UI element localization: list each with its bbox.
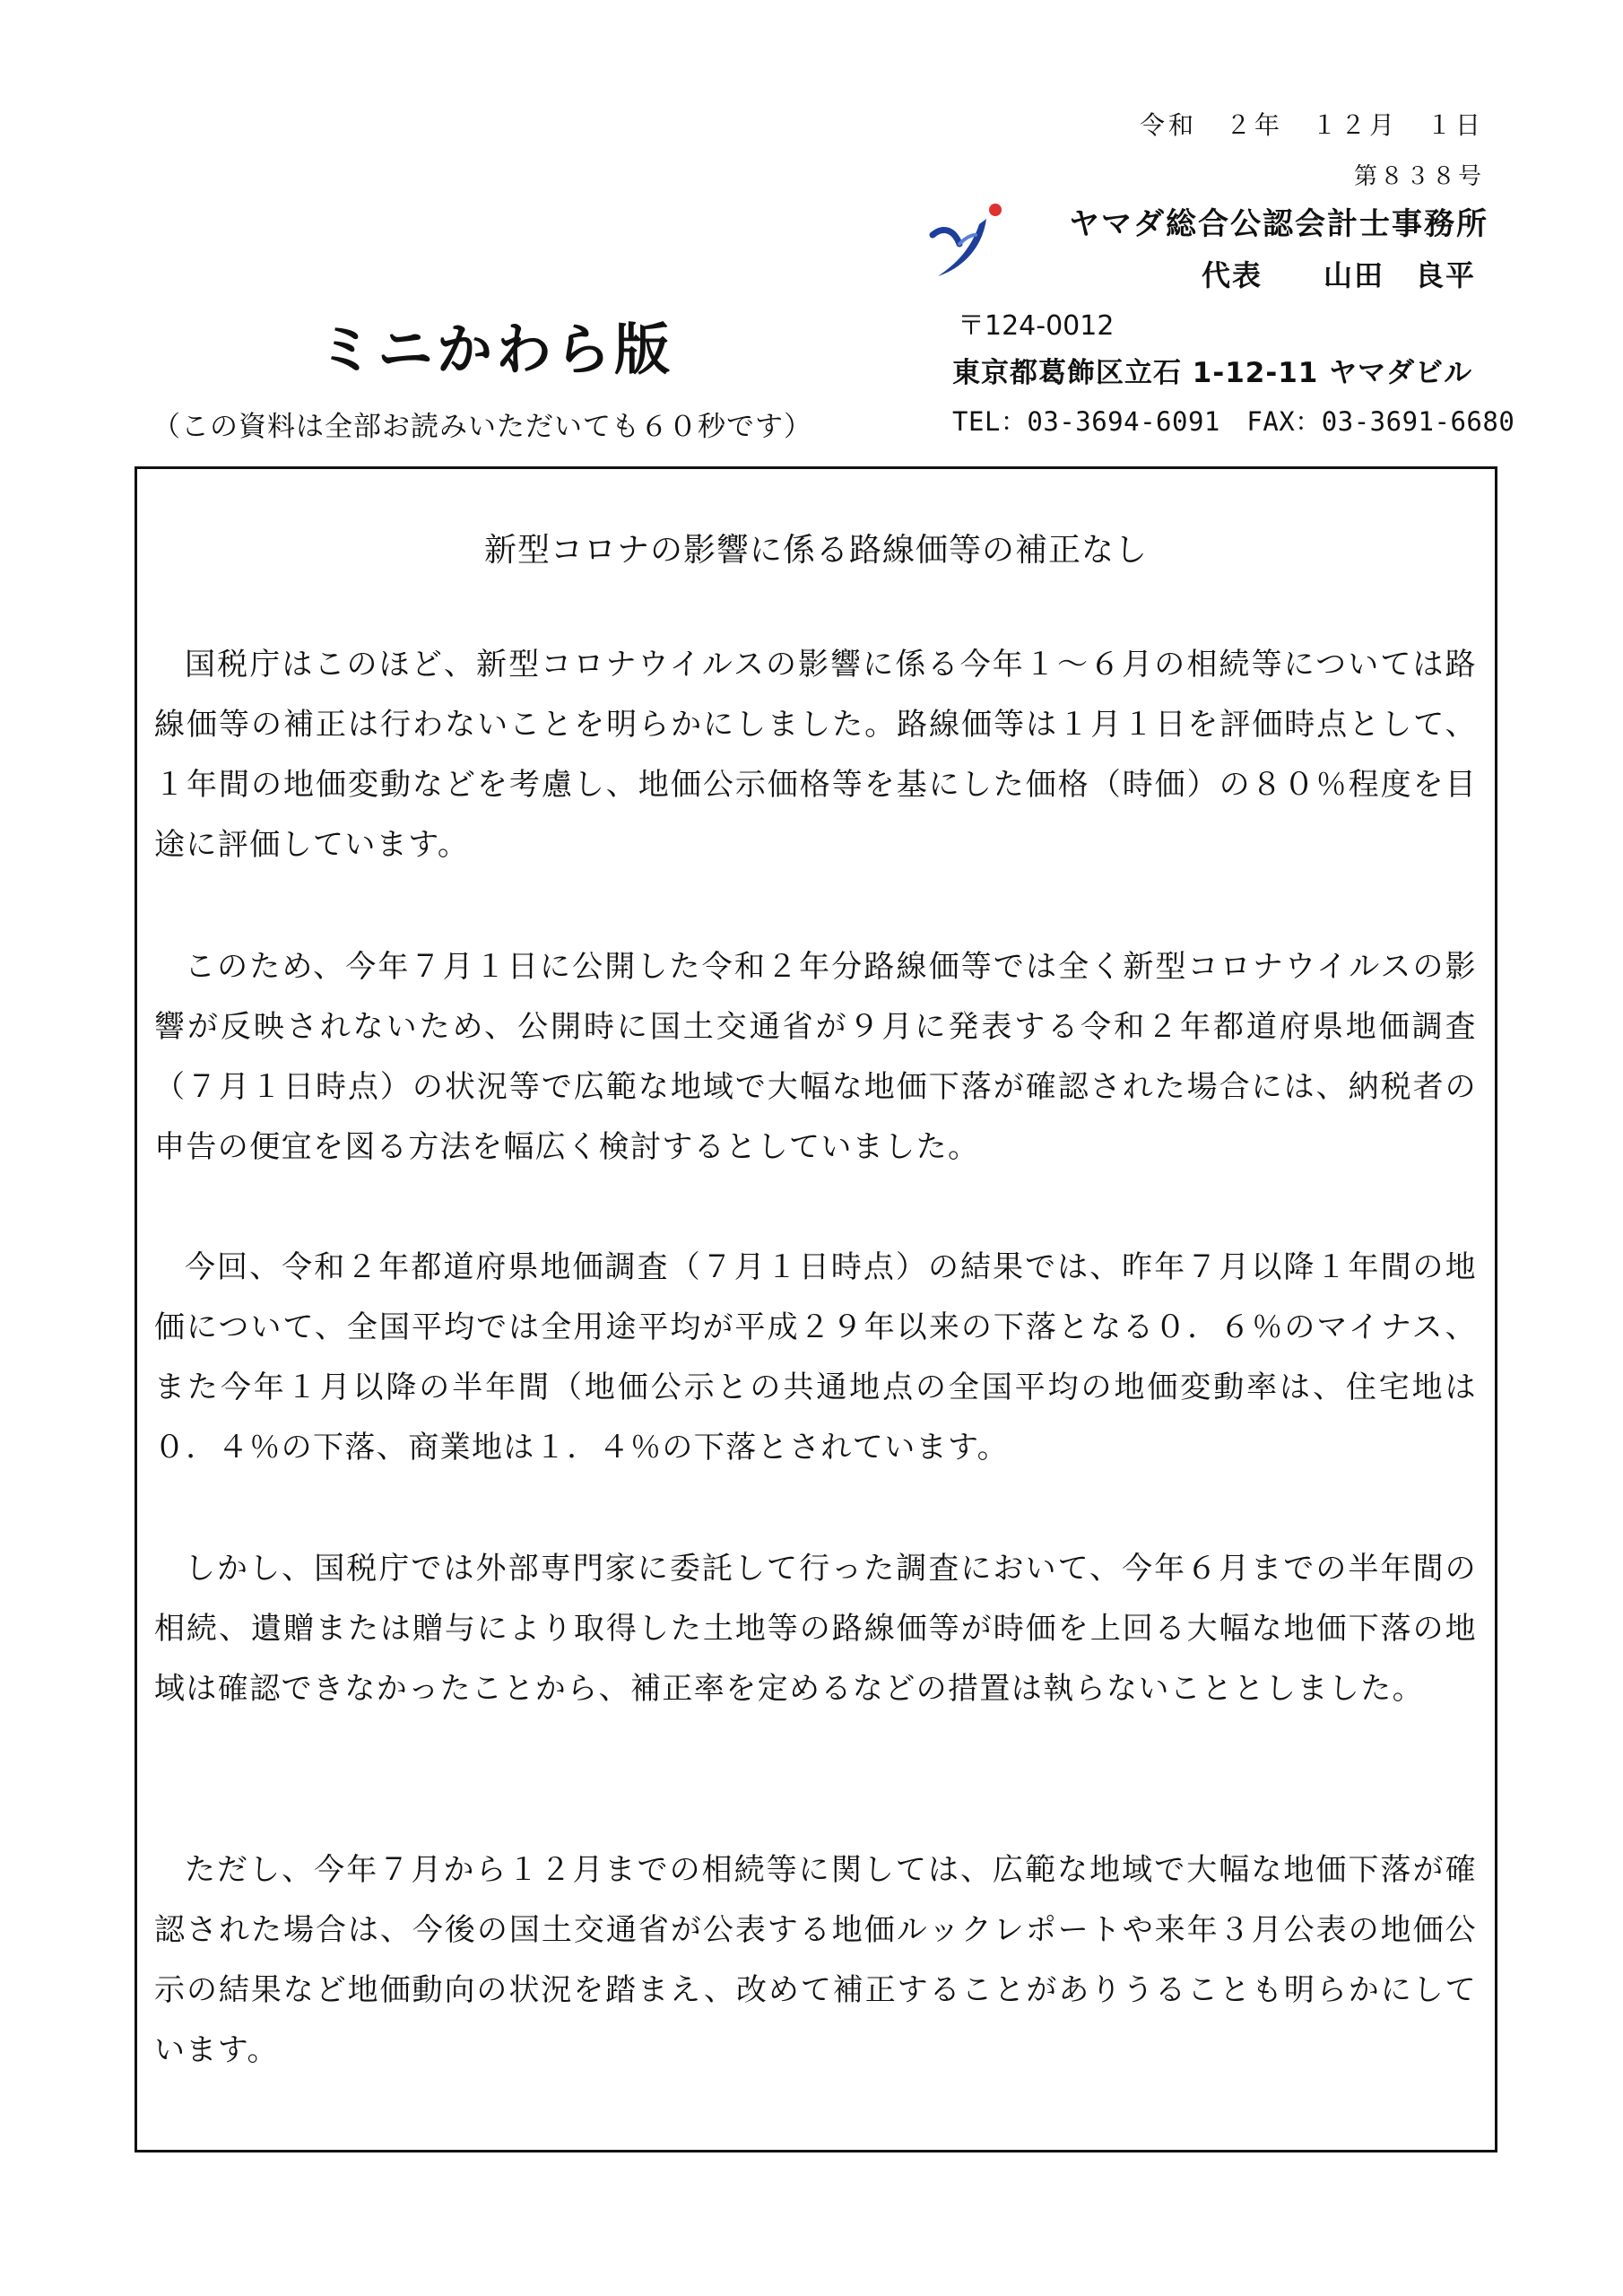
representative: 代表 山田 良平 bbox=[1202, 258, 1477, 292]
article-paragraph: しかし、国税庁では外部専門家に委託して行った調査において、今年６月までの半年間の相続、遺贈または贈与により取得した土地等の路線価等が時価を上回る大幅な地価下落の地域は確認できなかったことから、補正率を定めるなどの措置は執らないこととしました。 bbox=[154, 1551, 1477, 1707]
issue-date: 令和 ２年 １２月 １日 bbox=[1139, 110, 1484, 140]
article-paragraph: ただし、今年７月から１２月までの相続等に関しては、広範な地域で大幅な地価下落が確認された場合は、今後の国土交通省が公表する地価ルックレポートや来年３月公表の地価公示の結果など地価動向の状況を踏まえ、改めて補正することがありうることも明らかにしています。 bbox=[154, 1852, 1477, 2068]
address: 東京都葛飾区立石 1-12-11 ヤマダビル bbox=[952, 357, 1473, 389]
yamada-y-logo-icon bbox=[924, 199, 1004, 285]
article-title: 新型コロナの影響に係る路線価等の補正なし bbox=[483, 532, 1148, 569]
article-paragraph: 国税庁はこのほど、新型コロナウイルスの影響に係る今年１～６月の相続等については路線価等の補正は行わないことを明らかにしました。路線価等は１月１日を評価時点として、１年間の地価変動などを考慮し、地価公示価格等を基にした価格（時価）の８０％程度を目途に評価しています。 bbox=[154, 647, 1477, 863]
article-paragraph: このため、今年７月１日に公開した令和２年分路線価等では全く新型コロナウイルスの影響が反映されないため、公開時に国土交通省が９月に発表する令和２年都道府県地価調査（７月１日時点）の状況等で広範な地域で大幅な地価下落が確認された場合には、納税者の申告の便宜を図る方法を幅広く検討するとしていました。 bbox=[154, 949, 1477, 1165]
postal-code: 〒124-0012 bbox=[958, 310, 1115, 342]
contact-info: TEL：03-3694-6091 FAX：03-3691-6680 bbox=[952, 406, 1515, 437]
firm-name: ヤマダ総合公認会計士事務所 bbox=[1069, 206, 1488, 242]
publication-title: ミニかわら版 bbox=[318, 317, 674, 382]
publication-subtitle: （この資料は全部お読みいただいても６０秒です） bbox=[152, 411, 812, 443]
article-paragraph: 今回、令和２年都道府県地価調査（７月１日時点）の結果では、昨年７月以降１年間の地価について、全国平均では全用途平均が平成２９年以来の下落となる０．６％のマイナス、また今年１月以降の半年間（地価公示との共通地点の全国平均の地価変動率は、住宅地は０．４％の下落、商業地は１．４％の下落とされています。 bbox=[154, 1249, 1477, 1465]
issue-number: 第８３８号 bbox=[1353, 163, 1484, 190]
